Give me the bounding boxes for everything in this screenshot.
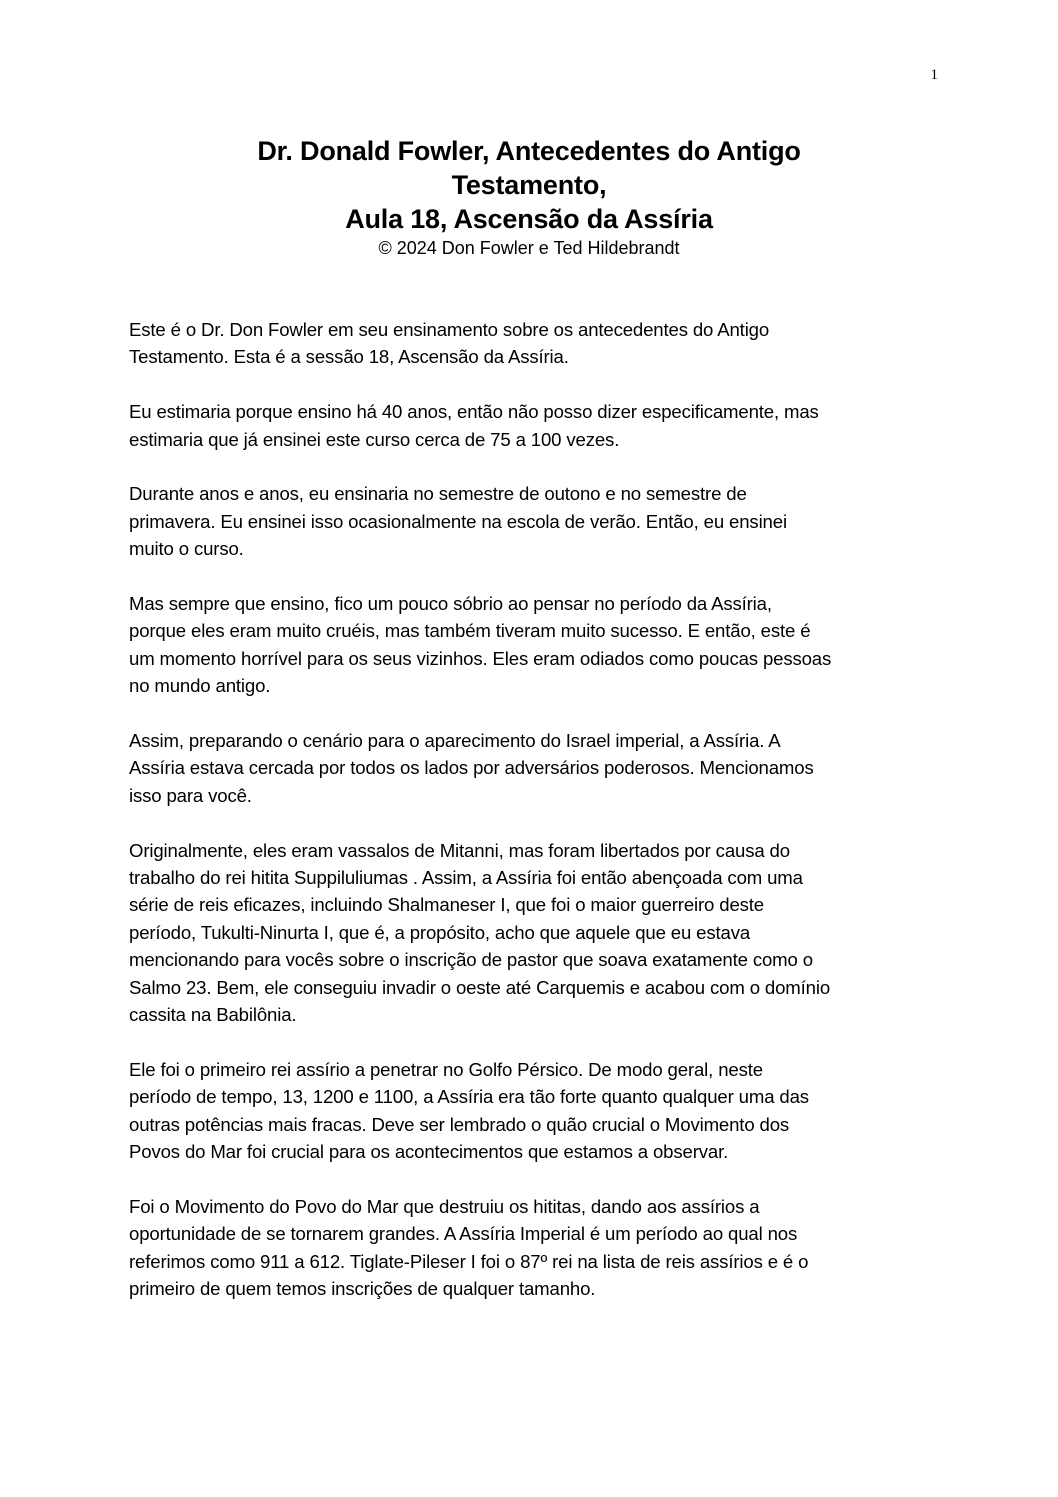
text-line: Mas sempre que ensino, fico um pouco sóbrio ao pensar no período da Assíria, — [129, 593, 772, 615]
page-number: 1 — [930, 67, 938, 83]
text-line: referimos como 911 a 612. Tiglate-Pileser I foi o 87º rei na lista de reis assírios e é o — [129, 1250, 809, 1272]
text-line: um momento horrível para os seus vizinhos. Eles eram odiados como poucas pessoas — [129, 647, 832, 669]
title-line-2: Testamento, — [451, 170, 607, 200]
text-line: Assíria estava cercada por todos os lados por adversários poderosos. Mencionamos — [129, 757, 814, 779]
text-line: Assim, preparando o cenário para o aparecimento do Israel imperial, a Assíria. A — [129, 730, 781, 752]
text-line: Eu estimaria porque ensino há 40 anos, então não posso dizer especificamente, mas — [129, 401, 819, 423]
text-line: Testamento. Esta é a sessão 18, Ascensão da Assíria. — [129, 346, 569, 368]
title-line-1: Dr. Donald Fowler, Antecedentes do Antigo — [257, 136, 801, 166]
paragraph — [129, 316, 929, 371]
copyright-notice: © 2024 Don Fowler e Ted Hildebrandt — [378, 238, 680, 258]
paragraph — [129, 398, 929, 453]
text-line: cassita na Babilônia. — [129, 1004, 297, 1026]
text-line: trabalho do rei hitita Suppiluliumas . Assim, a Assíria foi então abençoada com uma — [129, 867, 803, 889]
text-line: oportunidade de se tornarem grandes. A Assíria Imperial é um período ao qual nos — [129, 1223, 798, 1245]
paragraph — [129, 590, 929, 700]
text-line: primeiro de quem temos inscrições de qualquer tamanho. — [129, 1278, 596, 1300]
text-line: estimaria que já ensinei este curso cerca de 75 a 100 vezes. — [129, 428, 620, 450]
text-line: Durante anos e anos, eu ensinaria no semestre de outono e no semestre de — [129, 483, 747, 505]
document-body — [129, 316, 929, 1330]
text-line: Salmo 23. Bem, ele conseguiu invadir o oeste até Carquemis e acabou com o domínio — [129, 976, 831, 998]
text-line: período, Tukulti-Ninurta I, que é, a propósito, acho que aquele que eu estava — [129, 921, 751, 943]
title-line-3: Aula 18, Ascensão da Assíria — [345, 204, 713, 234]
text-line: porque eles eram muito cruéis, mas também tiveram muito sucesso. E então, este é — [129, 620, 811, 642]
paragraph — [129, 1193, 929, 1303]
text-line: período de tempo, 13, 1200 e 1100, a Assíria era tão forte quanto qualquer uma das — [129, 1086, 809, 1108]
paragraph — [129, 480, 929, 562]
text-line: no mundo antigo. — [129, 675, 271, 697]
text-line: Este é o Dr. Don Fowler em seu ensinamento sobre os antecedentes do Antigo — [129, 319, 770, 340]
text-line: Foi o Movimento do Povo do Mar que destruiu os hititas, dando aos assírios a — [129, 1195, 760, 1217]
text-line: Povos do Mar foi crucial para os acontecimentos que estamos a observar. — [129, 1141, 729, 1163]
text-line: Ele foi o primeiro rei assírio a penetrar no Golfo Pérsico. De modo geral, neste — [129, 1058, 763, 1080]
text-line: mencionando para vocês sobre o inscrição de pastor que soava exatamente como o — [129, 949, 813, 971]
text-line: série de reis eficazes, incluindo Shalmaneser I, que foi o maior guerreiro deste — [129, 894, 764, 916]
text-line: primavera. Eu ensinei isso ocasionalmente na escola de verão. Então, eu ensinei — [129, 510, 787, 532]
text-line: Originalmente, eles eram vassalos de Mitanni, mas foram libertados por causa do — [129, 839, 790, 861]
paragraph — [129, 837, 929, 1029]
paragraph — [129, 727, 929, 809]
document-header — [130, 134, 928, 261]
paragraph — [129, 1056, 929, 1166]
text-line: outras potências mais fracas. Deve ser lembrado o quão crucial o Movimento dos — [129, 1113, 790, 1135]
text-line: muito o curso. — [129, 538, 244, 560]
text-line: isso para você. — [129, 784, 252, 806]
